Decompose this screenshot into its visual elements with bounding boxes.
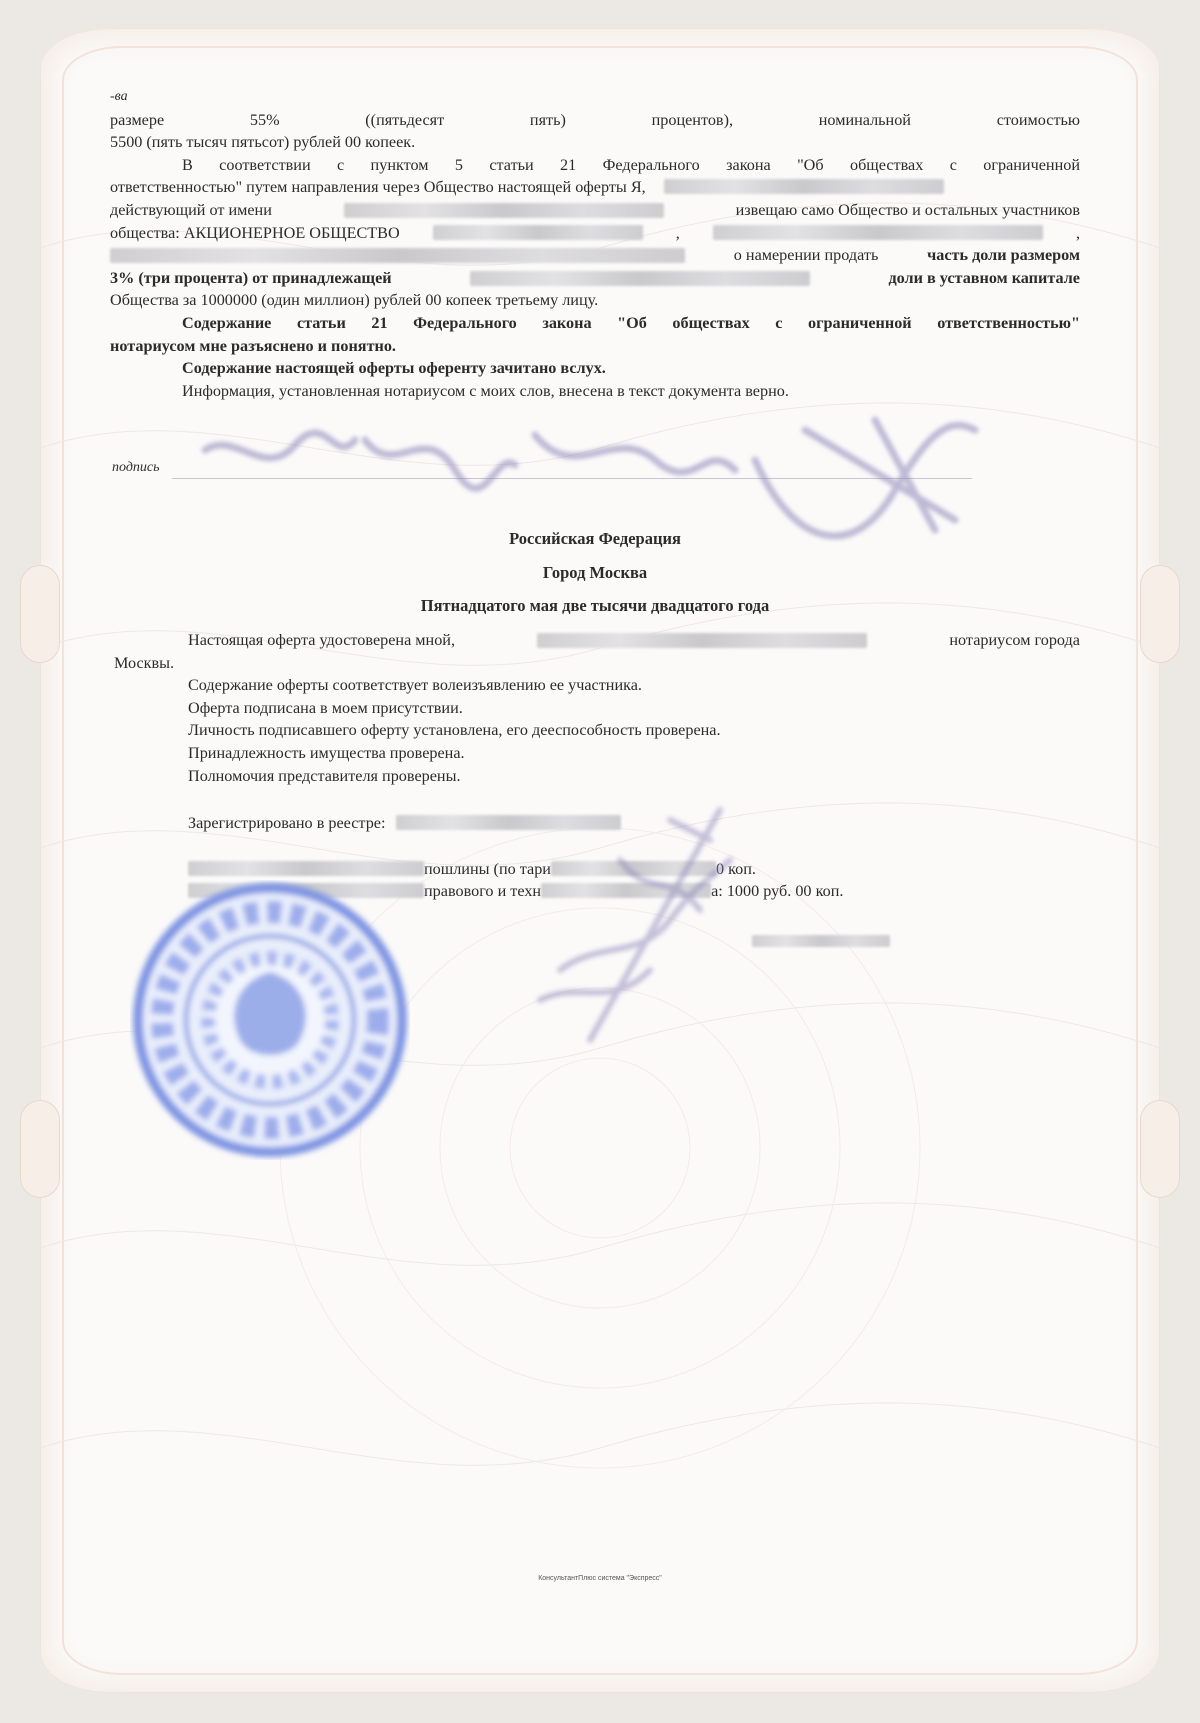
redacted-participant-2 — [110, 248, 685, 263]
para2-line7: Общества за 1000000 (один миллион) рублей 00 копеек третьему лицу. — [110, 291, 599, 310]
cert-line2: Москвы. — [114, 653, 175, 672]
word-4: пять) — [529, 110, 566, 129]
para2-line5 — [110, 244, 1080, 267]
cert-line3: Содержание оферты соответствует волеизъявлению ее участника. — [188, 676, 642, 695]
notary-seal — [130, 880, 410, 1160]
cert-line1-b: нотариусом города — [949, 631, 1080, 649]
cert-line6: Принадлежность имущества проверена. — [188, 743, 465, 762]
cert-line4: Оферта подписана в моем присутствии. — [188, 698, 463, 717]
word-3: ((пятьдесят — [365, 110, 445, 129]
heading-city: Город Москва — [542, 563, 648, 582]
para2-line4 — [110, 222, 1080, 245]
word-2: 55% — [249, 110, 280, 129]
para2-line5-a: о намерении продать — [733, 246, 879, 265]
right-curl-top — [1140, 565, 1180, 663]
registered-label: Зарегистрировано в реестре: — [188, 814, 386, 832]
para2-line6-a: 3% (три процента) от принадлежащей — [110, 268, 392, 287]
notary-signature — [520, 800, 760, 1070]
para2-line3-b: извещаю само Общество и остальных участников — [735, 200, 1080, 219]
left-curl-top — [20, 565, 60, 663]
cert-line7: Полномочия представителя проверены. — [188, 766, 461, 785]
word-7: стоимостью — [996, 110, 1080, 129]
heading-country: Российская Федерация — [509, 529, 681, 548]
redacted-name — [664, 179, 944, 194]
para2-line2 — [110, 176, 1080, 199]
para2-line3 — [110, 199, 1080, 222]
top-fragment: -ва — [110, 89, 128, 104]
para2-line6 — [110, 267, 1080, 290]
para2-line3-a: действующий от имени — [110, 200, 272, 219]
para2-line5-b: часть доли размером — [927, 246, 1080, 265]
fee-line2-b: а: 1000 руб. 00 коп. — [711, 882, 844, 900]
para2-line1: В соответствии с пунктом 5 статьи 21 Федерального закона "Об обществах с ограниченной — [182, 155, 1080, 174]
para2-line4-end: , — [1075, 223, 1080, 242]
redacted-company — [344, 203, 664, 218]
para1-line1 — [110, 109, 1080, 132]
fee-line2-a: правового и техн — [424, 882, 542, 900]
fee-line1-b: 0 коп. — [715, 860, 756, 878]
cert-line1 — [110, 629, 1080, 652]
word-6: номинальной — [818, 110, 911, 129]
left-curl-bottom — [20, 1100, 60, 1198]
para3-line2: нотариусом мне разъяснено и понятно. — [110, 336, 396, 355]
heading-date: Пятнадцатого мая две тысячи двадцатого года — [420, 596, 770, 615]
right-curl-bottom — [1140, 1100, 1180, 1198]
certification-block — [110, 629, 1080, 787]
footer-note: КонсультантПлюс система "Экспресс" — [538, 1575, 662, 1582]
para2-line4-comma: , — [675, 223, 680, 242]
para5: Информация, установленная нотариусом с моих слов, внесена в текст документа верно. — [182, 381, 789, 400]
redacted-share — [470, 271, 810, 286]
word-1: размере — [110, 110, 165, 129]
para1-line2: 5500 (пять тысяч пятьсот) рублей 00 копеек. — [110, 133, 416, 152]
para4: Содержание настоящей оферты оференту зачитано вслух. — [182, 359, 606, 378]
para2-line2-text: ответственностью" путем направления через Общество настоящей оферты Я, — [110, 178, 646, 197]
document-body — [110, 86, 1080, 402]
redacted-notary-name — [537, 633, 867, 648]
cert-line5: Личность подписавшего оферту установлена, его дееспособность проверена. — [188, 721, 721, 740]
redacted-notary-initials — [752, 935, 890, 947]
word-5: процентов), — [651, 110, 734, 129]
cert-line1-a: Настоящая оферта удостоверена мной, — [188, 631, 456, 649]
redacted-fee-label-1 — [188, 861, 424, 876]
para3-line1: Содержание статьи 21 Федерального закона "Об обществах с ограниченной ответственностью" — [182, 313, 1080, 332]
para2-line6-b: доли в уставном капитале — [888, 268, 1080, 287]
redacted-participant — [713, 225, 1043, 240]
para2-line4-a: общества: АКЦИОНЕРНОЕ ОБЩЕСТВО — [110, 223, 400, 242]
redacted-company-name — [433, 225, 643, 240]
signature-label: подпись — [112, 460, 160, 475]
fee-line1-a: пошлины (по тари — [424, 860, 551, 878]
